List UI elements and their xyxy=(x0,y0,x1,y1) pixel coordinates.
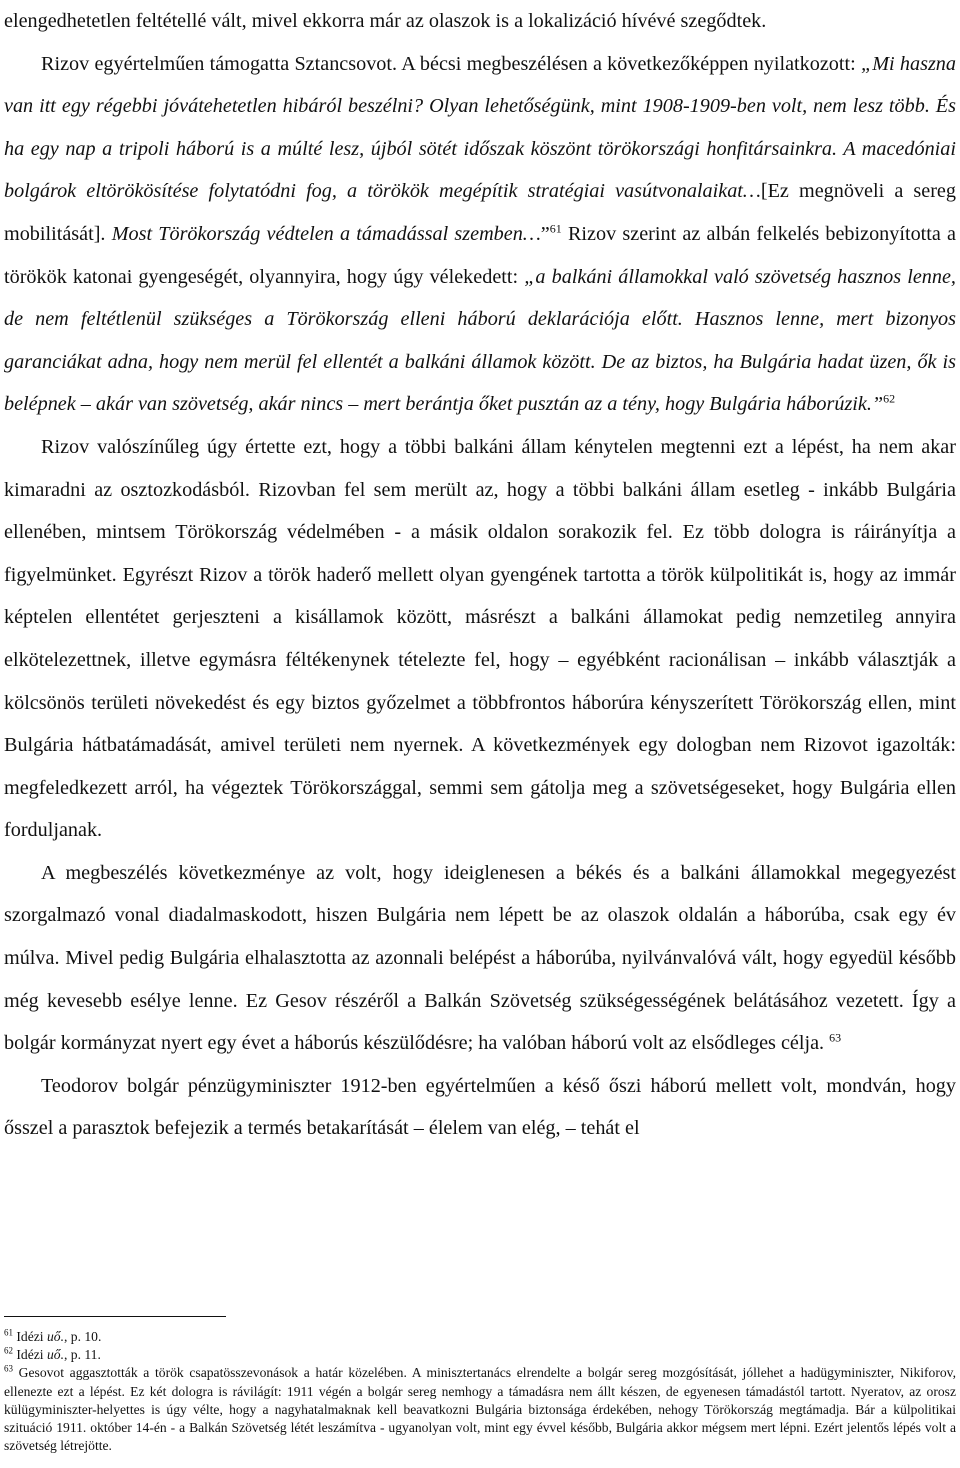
paragraph-1 xyxy=(4,0,956,43)
footnote-61 xyxy=(4,1328,956,1346)
footnote-page: , p. 10. xyxy=(63,1329,102,1344)
footnotes xyxy=(4,1328,956,1455)
footnote-ref-62[interactable]: 62 xyxy=(883,391,896,406)
footnote-text: Idézi xyxy=(13,1329,47,1344)
paragraph-1-text: elengedhetetlen feltétellé vált, mivel ekkorra már az olaszok is a lokalizáció hívévé szegődtek. xyxy=(4,10,767,32)
rizov-quote-1: „Mi haszna van itt egy régebbi jóvátehetetlen hibáról beszélni? Olyan lehetőségünk, mint 1908-1909-ben volt, nem lesz több. És ha egy nap a tripoli háború is a múlté lesz, újból sötét időszak köszönt törökországi honfitársainkra. A macedóniai bolgárok eltörökösítése folytatódni fog, a törökök megépítik stratégiai vasútvonalaikat… xyxy=(4,52,956,203)
footnote-62 xyxy=(4,1346,956,1364)
paragraph-3-text: Rizov valószínűleg úgy értette ezt, hogy a többi balkáni állam kénytelen megtenni ezt a lépést, ha nem akar kimaradni az osztozkodásból. Rizovban fel sem merült az, hogy a többi balkáni állam esetleg - inkább Bulgária ellenében, mintsem Törökország védelmében - a másik oldalon sorakozik fel. Ez több dologra is ráirányítja a figyelmünket. Egyrészt Rizov a török haderő mellett olyan gyengének tartotta a török külpolitikát is, hogy az immár képtelen ellentétet gerjeszteni a kisállamok között, másrészt a balkáni államokat pedig nemzetileg annyira elkötelezettnek, illetve egymásra féltékenynek tételezte fel, hogy – egyébként racionálisan – inkább választják a kölcsönös területi növekedést és egy biztos győzelmet a többfrontos háborúra kényszerített Törökország ellen, mint Bulgária hátbatámadását, amivel területi nem nyernek. A következmények egy dologban nem Rizovot igazolták: megfeledkezett arról, ha végeztek Törökországgal, semmi sem gátolja meg a szövetségeseket, hogy Bulgária ellen forduljanak. xyxy=(4,435,956,842)
footnote-text: Idézi xyxy=(13,1347,47,1363)
footnote-page: , p. 11. xyxy=(63,1347,101,1363)
footnote-63 xyxy=(4,1364,956,1455)
rizov-quote-2: Most Törökország védtelen a támadással szemben… xyxy=(111,222,541,245)
footnote-ref-61[interactable]: 61 xyxy=(549,221,562,236)
footnote-number: 61 xyxy=(4,1327,13,1338)
paragraph-2 xyxy=(4,43,956,426)
paragraph-2-text: Rizov egyértelműen támogatta Sztancsovot. A bécsi megbeszélésen a következőképpen nyilatkozott: xyxy=(41,52,861,75)
bracket-insert: [Ez megnöveli a sereg mobilitását]. xyxy=(4,180,956,245)
paragraph-4-text: A megbeszélés következménye az volt, hogy ideiglenesen a békés és a balkáni államokkal megegyezést szorgalmazó vonal diadalmaskodott, hiszen Bulgária nem lépett be az olaszok oldalán a háborúba, csak egy év múlva. Mivel pedig Bulgária elhalasztotta az azonnali belépést a háborúba, nyilvánvalóvá vált, hogy egyedül később még kevesebb esélye lenne. Ez Gesov részéről a Balkán Szövetség szükségességének belátásához vezetett. Így a bolgár kormányzat nyert egy évet a háborús készülődésre; ha valóban háború volt az elsődleges célja. xyxy=(4,861,956,1055)
footnote-ref-63[interactable]: 63 xyxy=(829,1030,842,1045)
quote-close-mark: ” xyxy=(540,222,550,245)
footnote-number: 62 xyxy=(4,1345,13,1356)
paragraph-5 xyxy=(4,1065,956,1150)
footnote-number: 63 xyxy=(4,1363,13,1374)
paragraph-2-continuation: Rizov szerint az albán felkelés bebizonyította a törökök katonai gyengeségét, olyannyira, hogy úgy vélekedett: xyxy=(4,222,957,288)
paragraph-4 xyxy=(4,852,956,1065)
footnote-separator xyxy=(4,1316,226,1317)
rizov-quote-3: „a balkáni államokkal való szövetség hasznos lenne, de nem feltétlenül szükséges a Törökország elleni háború deklarációja előtt. Hasznos lenne, mert bizonyos garanciákat adna, hogy nem merül fel ellentét a balkáni államok között. De az biztos, ha Bulgária hadat üzen, ők is belépnek – akár van szövetség, akár nincs – mert berántja őket pusztán az a tény, hogy Bulgária háborúzik.” xyxy=(4,265,956,416)
paragraph-3 xyxy=(4,426,956,852)
footnote-text: Gesovot aggasztották a török csapatösszevonások a határ közelében. A minisztertanács elrendelte a bolgár sereg mozgósítását, jóllehet a hadügyminiszter, Nikiforov, ellenezte ezt a lépést. Ez két dologra is rávilágít: 1911 végén a bolgár sereg nemhogy a támadásra nem állt készen, de egyenesen támadástól tartott. Nyeratov, az orosz külügyminiszter-helyettes is úgy vélte, hogy a nagyhatalmaknak kell beavatkozni Bulgária biztonsága érdekében, nehogy Törökország megtámadja. Bár a külpolitikai szituáció 1911. október 14-én - a Balkán Szövetség létét leszámítva - ugyanolyan volt, mint egy évvel később, Bulgária akkor mégsem mert lépni. Ezért jelentős lépés volt a szövetség létrejötte. xyxy=(4,1365,956,1454)
body-text xyxy=(4,0,956,1150)
footnote-author-ref: uő. xyxy=(46,1329,64,1344)
footnote-author-ref: uő. xyxy=(46,1347,64,1363)
paragraph-5-text: Teodorov bolgár pénzügyminiszter 1912-ben egyértelműen a késő őszi háború mellett volt, mondván, hogy ősszel a parasztok befejezik a termés betakarítását – élelem van elég, – tehát el xyxy=(4,1074,956,1140)
